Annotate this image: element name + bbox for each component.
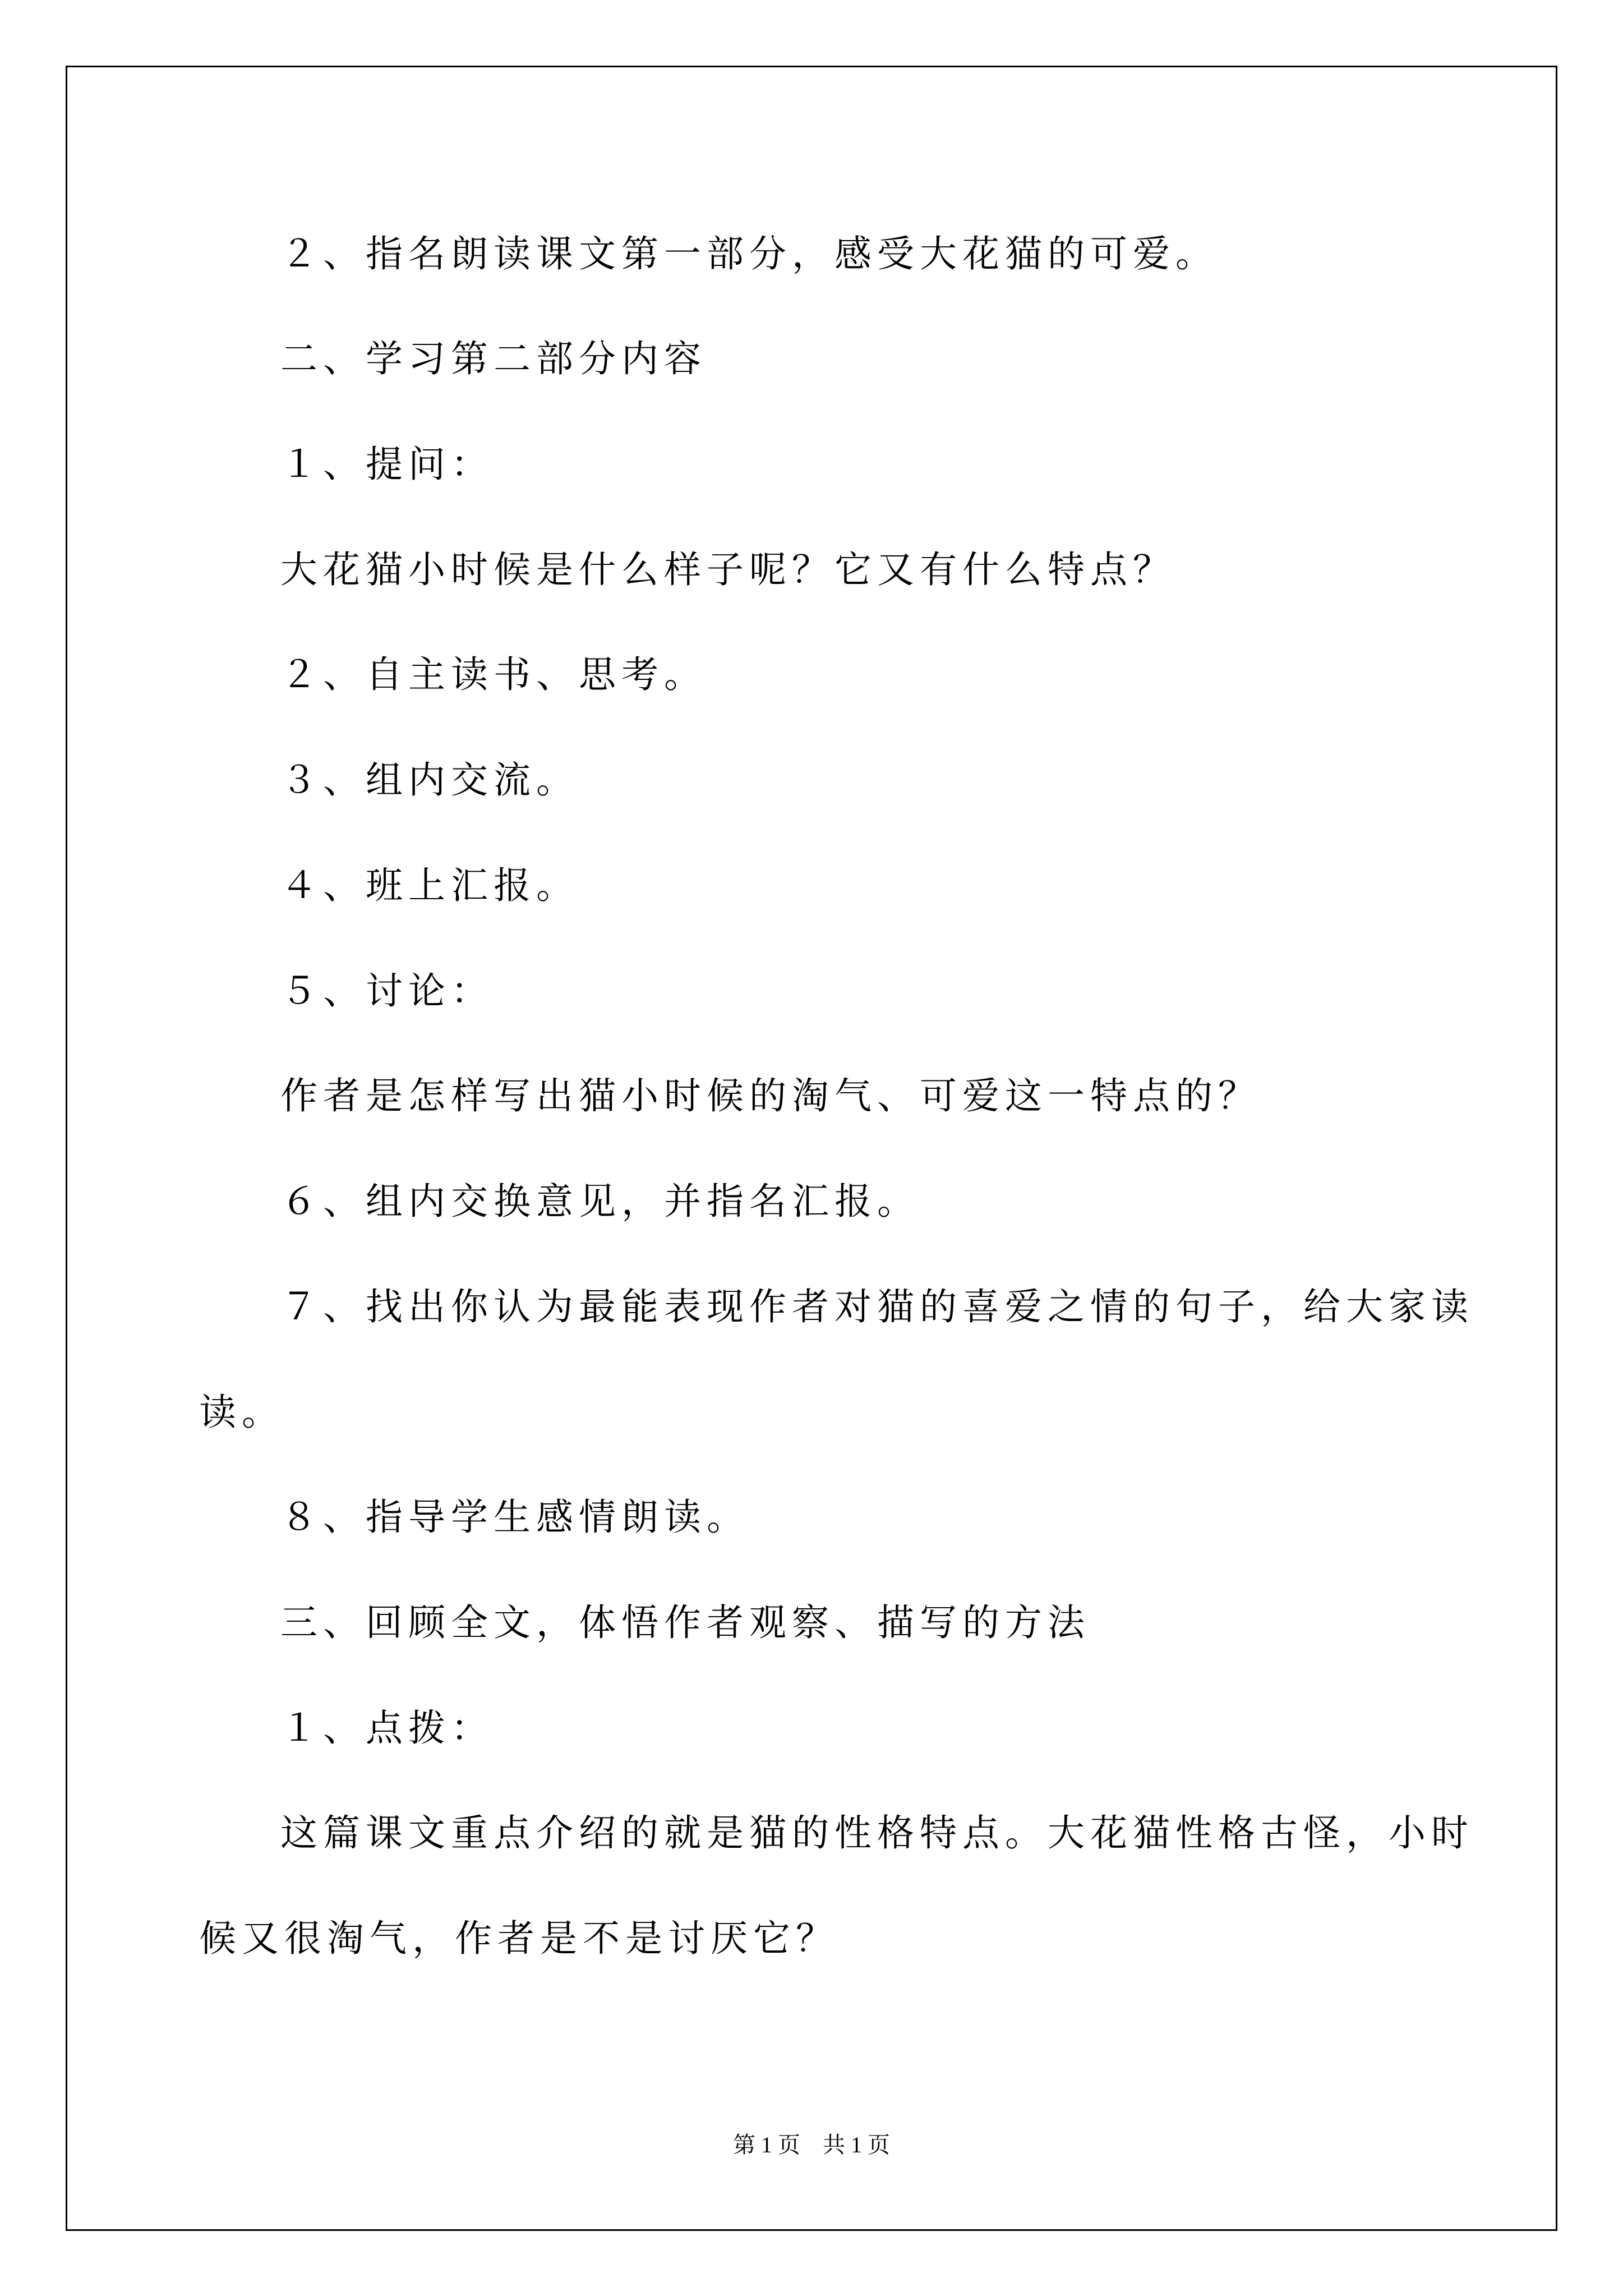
section-heading: 二、学习第二部分内容 — [280, 337, 707, 380]
page-footer: 第 1 页 共 1 页 — [733, 2132, 890, 2157]
text-line: １、提问： — [280, 443, 494, 486]
text-line: ３、组内交流。 — [280, 758, 579, 802]
text-line: ２、自主读书、思考。 — [280, 653, 707, 696]
text-line-continuation: 候又很淘气，作者是不是讨厌它？ — [199, 1917, 838, 1960]
text-line: ８、指导学生感情朗读。 — [280, 1496, 749, 1539]
text-line: ７、找出你认为最能表现作者对猫的喜爱之情的句子，给大家读 — [280, 1285, 1474, 1328]
text-line: ４、班上汇报。 — [280, 864, 579, 907]
text-line-continuation: 读。 — [199, 1391, 284, 1434]
text-line: ５、讨论： — [280, 969, 494, 1013]
text-line: 作者是怎样写出猫小时候的淘气、可爱这一特点的？ — [280, 1074, 1261, 1117]
section-heading: 三、回顾全文，体悟作者观察、描写的方法 — [280, 1601, 1090, 1644]
text-line: １、点拨： — [280, 1706, 494, 1750]
text-line: 大花猫小时候是什么样子呢？它又有什么特点？ — [280, 548, 1175, 591]
text-line: ６、组内交换意见，并指名汇报。 — [280, 1180, 920, 1223]
text-line: ２、指名朗读课文第一部分，感受大花猫的可爱。 — [280, 232, 1218, 275]
text-line: 这篇课文重点介绍的就是猫的性格特点。大花猫性格古怪，小时 — [280, 1811, 1474, 1855]
page-border — [66, 66, 1557, 2231]
